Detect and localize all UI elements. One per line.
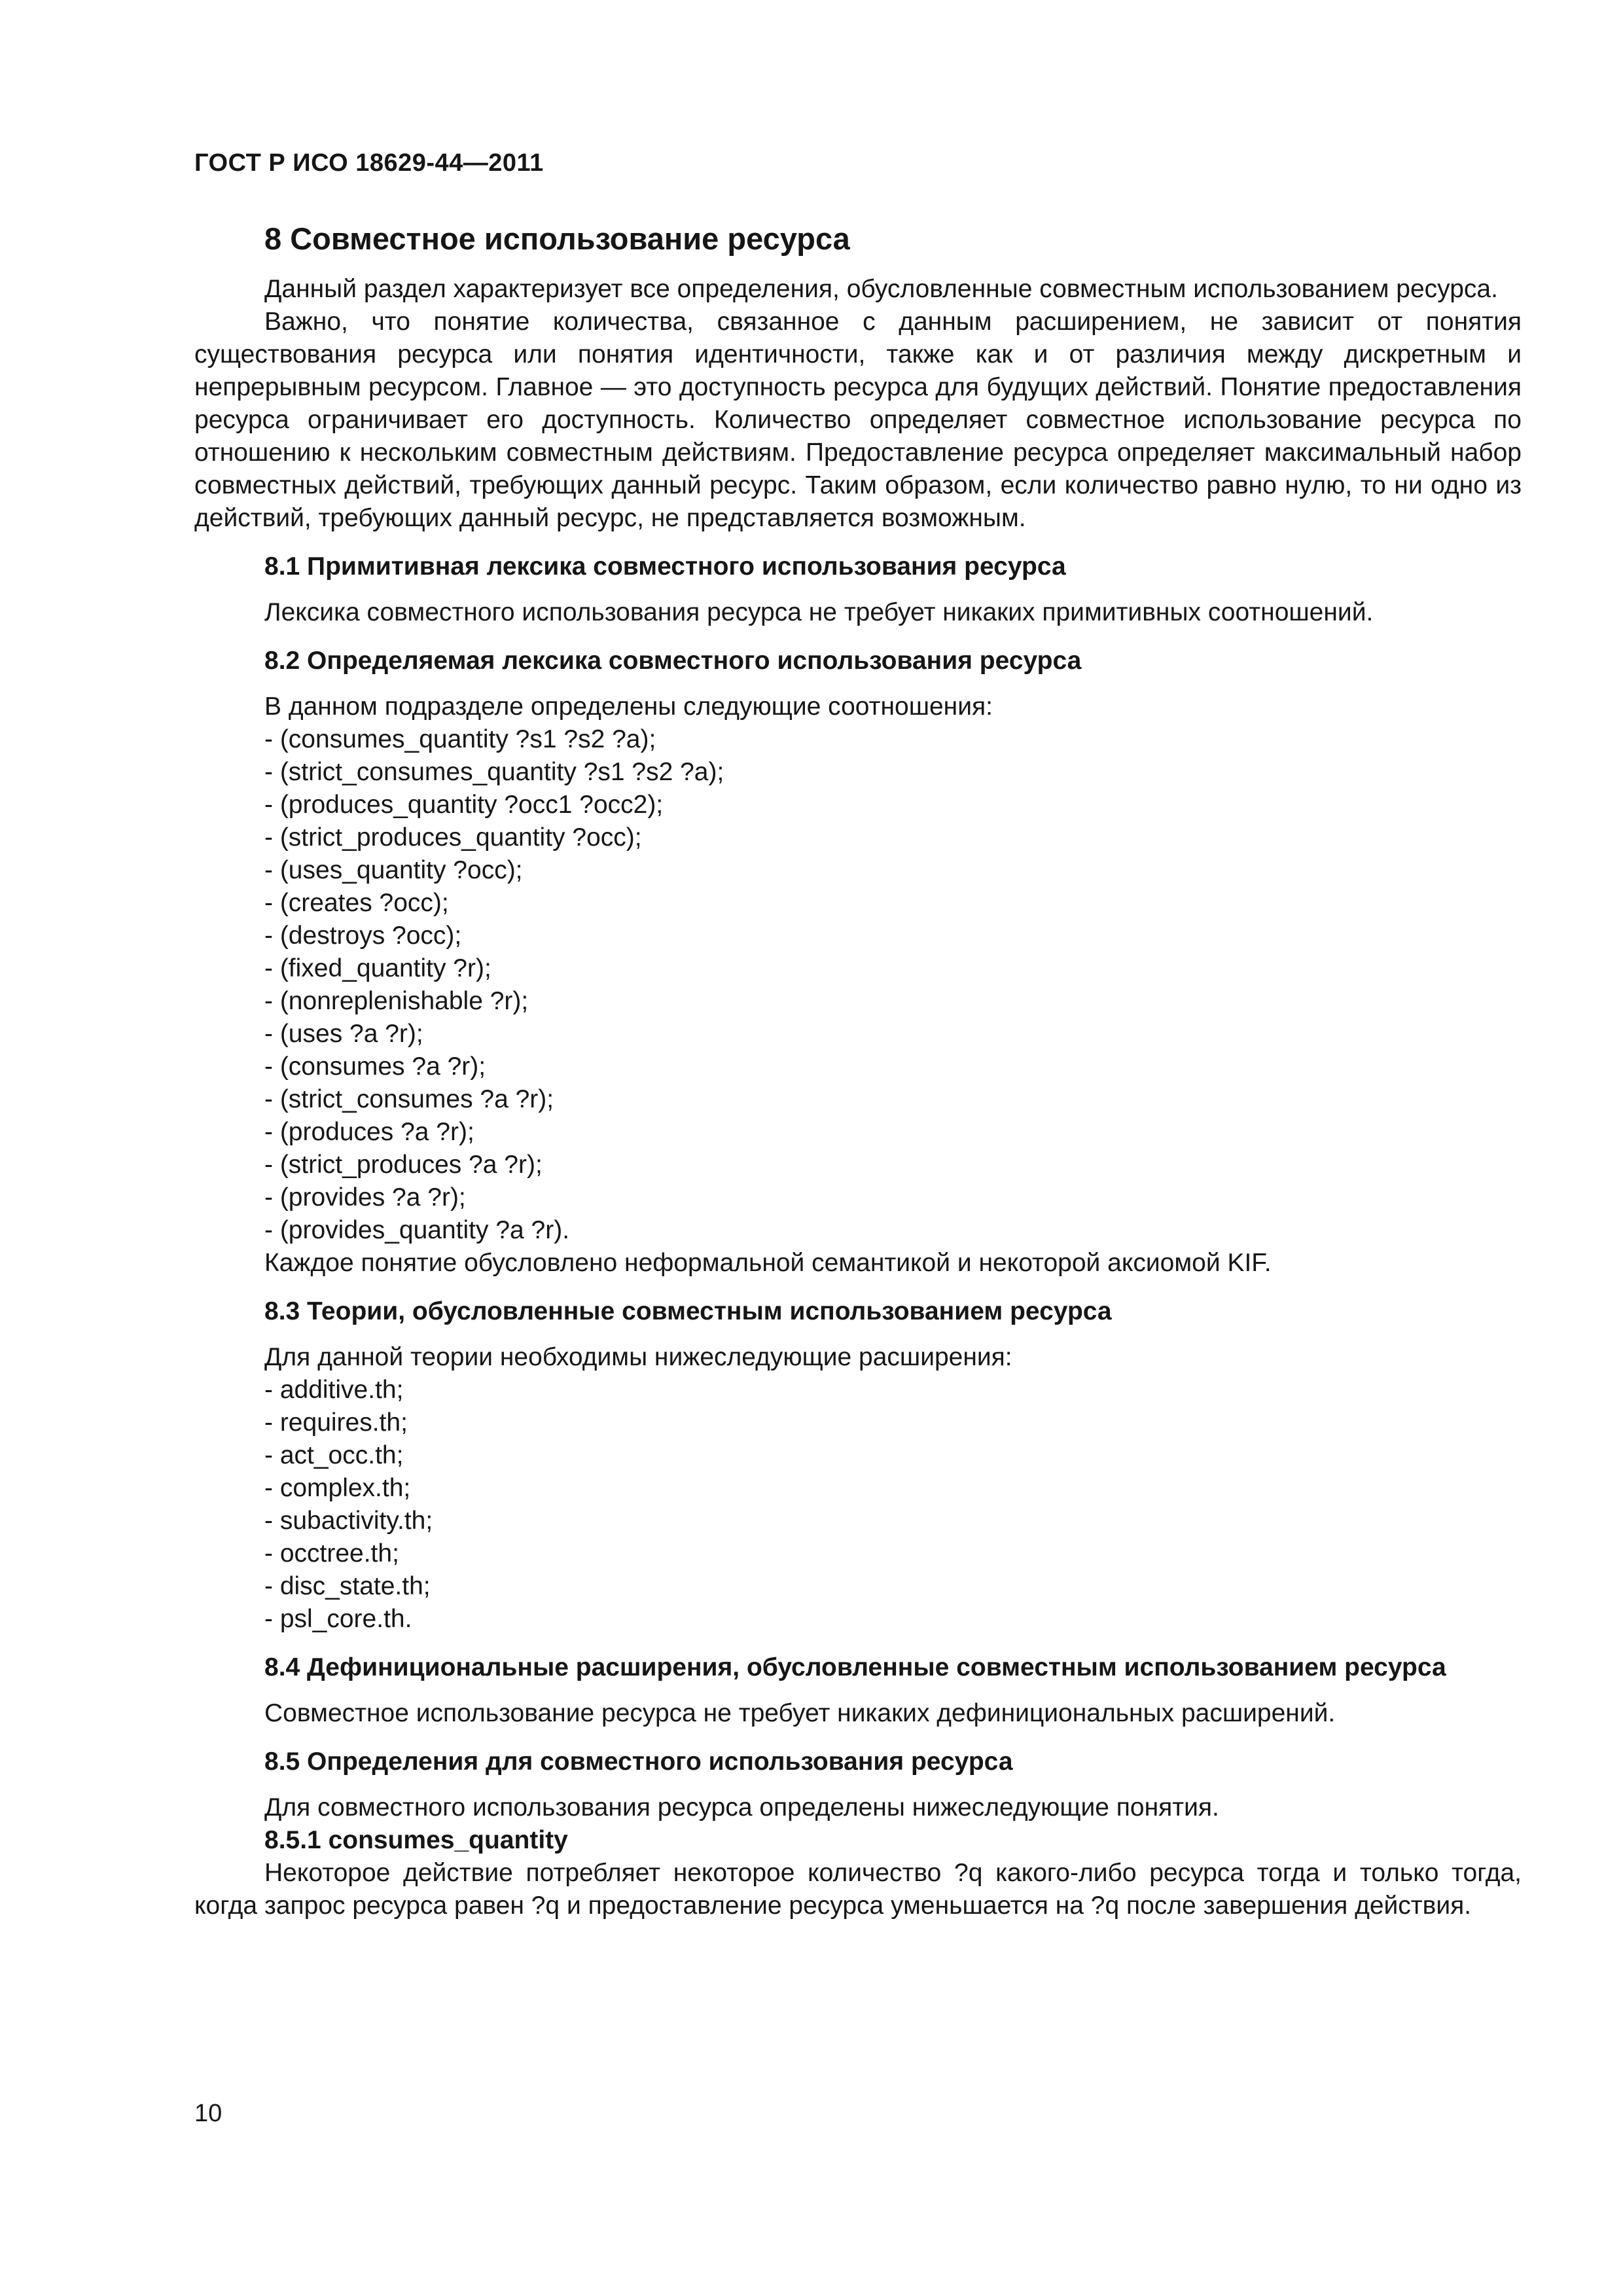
section-8-4-title: 8.4 Дефинициональные расширения, обусловленные совместным использованием ресурса — [264, 1653, 1446, 1681]
relation-item: - (consumes_quantity ?s1 ?s2 ?a); — [264, 725, 656, 753]
section-8-3-title: 8.3 Теории, обусловленные совместным использованием ресурса — [264, 1297, 1112, 1325]
section-8-5-1-paragraph: Некоторое действие потребляет некоторое количество ?q какого-либо ресурса тогда и только тогда, когда запрос ресурса равен ?q и предоставление ресурса уменьшается на ?q после завершения действия. — [194, 1859, 1522, 1920]
extensions-list — [194, 1374, 1522, 1636]
extension-item: - complex.th; — [264, 1474, 411, 1502]
extension-item: - psl_core.th. — [264, 1605, 412, 1633]
relation-item: - (destroys ?occ); — [264, 922, 462, 950]
relation-item: - (consumes ?a ?r); — [264, 1052, 486, 1081]
section-8-1-paragraph: Лексика совместного использования ресурса не требует никаких примитивных соотношений. — [264, 598, 1374, 626]
section-8-5-1-title: 8.5.1 consumes_quantity — [264, 1826, 568, 1854]
relation-item: - (nonreplenishable ?r); — [264, 987, 529, 1015]
relation-item: - (strict_consumes ?a ?r); — [264, 1085, 554, 1113]
relation-item: - (produces_quantity ?occ1 ?occ2); — [264, 791, 664, 819]
relation-item: - (creates ?occ); — [264, 889, 449, 917]
relation-item: - (provides ?a ?r); — [264, 1183, 466, 1211]
section-8-2-intro: В данном подразделе определены следующие соотношения: — [264, 692, 993, 721]
relation-item: - (produces ?a ?r); — [264, 1118, 474, 1146]
extension-item: - occtree.th; — [264, 1539, 399, 1568]
extension-item: - subactivity.th; — [264, 1507, 433, 1535]
relation-item: - (strict_produces ?a ?r); — [264, 1151, 543, 1179]
relation-item: - (fixed_quantity ?r); — [264, 954, 491, 982]
section-8-1-title: 8.1 Примитивная лексика совместного использования ресурса — [264, 552, 1066, 581]
section-8-paragraph-1: Данный раздел характеризует все определения, обусловленные совместным использованием ресурса. — [264, 275, 1498, 303]
extension-item: - disc_state.th; — [264, 1572, 431, 1600]
extension-item: - act_occ.th; — [264, 1441, 404, 1469]
relation-item: - (provides_quantity ?a ?r). — [264, 1216, 570, 1244]
section-8-5-paragraph: Для совместного использования ресурса определены нижеследующие понятия. — [264, 1793, 1219, 1821]
relation-item: - (strict_produces_quantity ?occ); — [264, 823, 642, 852]
section-8-4-paragraph: Совместное использование ресурса не требует никаких дефинициональных расширений. — [264, 1699, 1336, 1727]
section-8-2-outro: Каждое понятие обусловлено неформальной семантикой и некоторой аксиомой KIF. — [264, 1249, 1272, 1277]
page-number: 10 — [194, 2100, 223, 2127]
section-8-paragraph-2: Важно, что понятие количества, связанное с данным расширением, не зависит от понятия существования ресурса или понятия идентичности, также как и от различия между дискретным и непрерывным ресурсом. Главное — это доступность ресурса для будущих действий. Понятие предоставления ресурса ограничивает его доступность. Количество определяет совместное использование ресурса по отношению к нескольким совместным действиям. Предоставление ресурса определяет максимальный набор совместных действий, требующих данный ресурс. Таким образом, если количество равно нулю, то ни одно из действий, требующих данный ресурс, не представляется возможным. — [194, 308, 1522, 532]
relation-item: - (uses_quantity ?occ); — [264, 856, 523, 884]
relation-item: - (strict_consumes_quantity ?s1 ?s2 ?a); — [264, 758, 724, 786]
relations-list — [194, 723, 1522, 1247]
relation-item: - (uses ?a ?r); — [264, 1020, 423, 1048]
document-header-code: ГОСТ Р ИСО 18629-44—2011 — [194, 149, 544, 177]
extension-item: - additive.th; — [264, 1376, 404, 1404]
section-8-title: 8 Совместное использование ресурса — [264, 221, 850, 256]
section-8-3-intro: Для данной теории необходимы нижеследующие расширения: — [264, 1343, 1012, 1371]
section-8-2-title: 8.2 Определяемая лексика совместного использования ресурса — [264, 647, 1082, 675]
extension-item: - requires.th; — [264, 1408, 408, 1437]
section-8-5-title: 8.5 Определения для совместного использования ресурса — [264, 1748, 1013, 1776]
document-body — [194, 219, 1522, 1922]
